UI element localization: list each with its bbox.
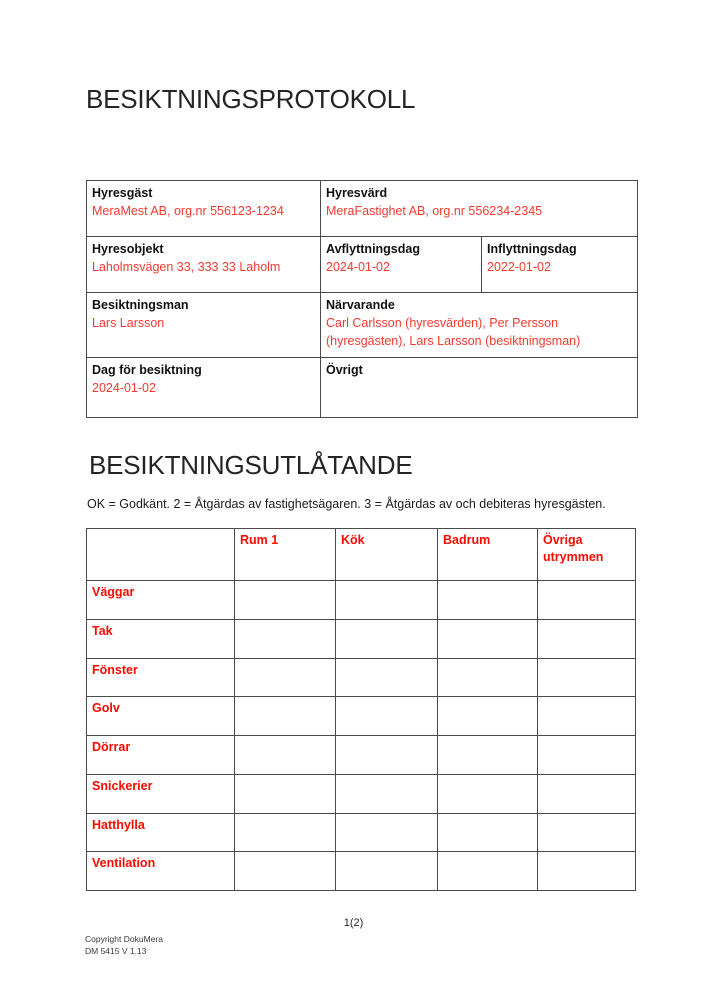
table-row [87,813,636,852]
inspection-cell [538,658,636,697]
inspection-cell [438,581,538,620]
inspection-cell [438,736,538,775]
row-label-fonster: Fönster [87,658,235,697]
field-value: 2022-01-02 [487,260,551,275]
inspection-cell [336,736,438,775]
table-row [87,852,636,891]
inspection-cell [235,813,336,852]
inspection-cell [538,813,636,852]
cell-inflyttningsdag [482,237,638,293]
table-row [87,619,636,658]
row-label-tak: Tak [87,619,235,658]
row-label-golv: Golv [87,697,235,736]
inspection-cell [538,852,636,891]
table-row [87,658,636,697]
column-header-empty [87,529,235,581]
cell-hyresobjekt [87,237,321,293]
inspection-cell [336,813,438,852]
inspection-cell [438,619,538,658]
inspection-cell [538,736,636,775]
inspection-cell [538,774,636,813]
row-label-ventilation: Ventilation [87,852,235,891]
inspection-cell [438,813,538,852]
field-value: 2024-01-02 [92,381,156,396]
table-row [87,697,636,736]
inspection-cell [336,581,438,620]
row-label-hatthylla: Hatthylla [87,813,235,852]
inspection-cell [336,619,438,658]
table-row [87,774,636,813]
row-label-snickerier: Snickerier [87,774,235,813]
inspection-cell [538,581,636,620]
field-value: Carl Carlsson (hyresvärden), Per Persson (hyresgästen), Lars Larsson (besiktningsman) [326,316,581,349]
inspection-cell [235,658,336,697]
field-value: MeraMest AB, org.nr 556123-1234 [92,204,284,219]
inspection-cell [438,852,538,891]
document-title: BESIKTNINGSPROTOKOLL [86,84,416,114]
column-header-ovriga-utrymmen: Övriga utrymmen [538,529,636,581]
field-label: Hyresgäst [92,186,153,200]
field-label: Hyresobjekt [92,242,164,256]
row-label-dorrar: Dörrar [87,736,235,775]
inspection-cell [336,852,438,891]
inspection-cell [235,852,336,891]
inspection-cell [235,697,336,736]
row-label-vaggar: Väggar [87,581,235,620]
inspection-header-row [87,529,636,581]
inspection-cell [438,774,538,813]
inspection-cell [538,619,636,658]
field-label: Närvarande [326,298,395,312]
field-label: Besiktningsman [92,298,189,312]
field-label: Hyresvärd [326,186,388,200]
cell-narvarande [321,293,638,358]
field-value: 2024-01-02 [326,260,390,275]
info-table [86,180,638,418]
table-row [87,736,636,775]
cell-dag-for-besiktning [87,358,321,418]
table-row [87,581,636,620]
legend-text: OK = Godkänt. 2 = Åtgärdas av fastighetsägaren. 3 = Åtgärdas av och debiteras hyresgästen. [87,497,606,511]
page-number: 1(2) [343,917,364,929]
copyright-block [85,933,163,958]
cell-hyresvard [321,181,638,237]
field-label: Inflyttningsdag [487,242,577,256]
section-title: BESIKTNINGSUTLÅTANDE [89,450,413,480]
inspection-table [86,528,636,891]
field-value: MeraFastighet AB, org.nr 556234-2345 [326,204,543,219]
cell-besiktningsman [87,293,321,358]
inspection-cell [336,774,438,813]
inspection-cell [438,658,538,697]
cell-avflyttningsdag [321,237,482,293]
inspection-cell [235,581,336,620]
inspection-cell [538,697,636,736]
inspection-cell [235,736,336,775]
field-label: Avflyttningsdag [326,242,420,256]
column-header-badrum: Badrum [438,529,538,581]
inspection-cell [336,658,438,697]
cell-hyresgast [87,181,321,237]
inspection-cell [438,697,538,736]
inspection-cell [336,697,438,736]
column-header-rum1: Rum 1 [235,529,336,581]
copyright-line1: Copyright DokuMera [85,934,163,944]
inspection-cell [235,619,336,658]
cell-ovrigt [321,358,638,418]
inspection-cell [235,774,336,813]
column-header-kok: Kök [336,529,438,581]
copyright-line2: DM 5415 V 1.13 [85,946,147,957]
field-value: Laholmsvägen 33, 333 33 Laholm [92,260,281,275]
field-label: Dag för besiktning [92,363,202,377]
field-value: Lars Larsson [92,316,165,331]
field-label: Övrigt [326,363,363,377]
